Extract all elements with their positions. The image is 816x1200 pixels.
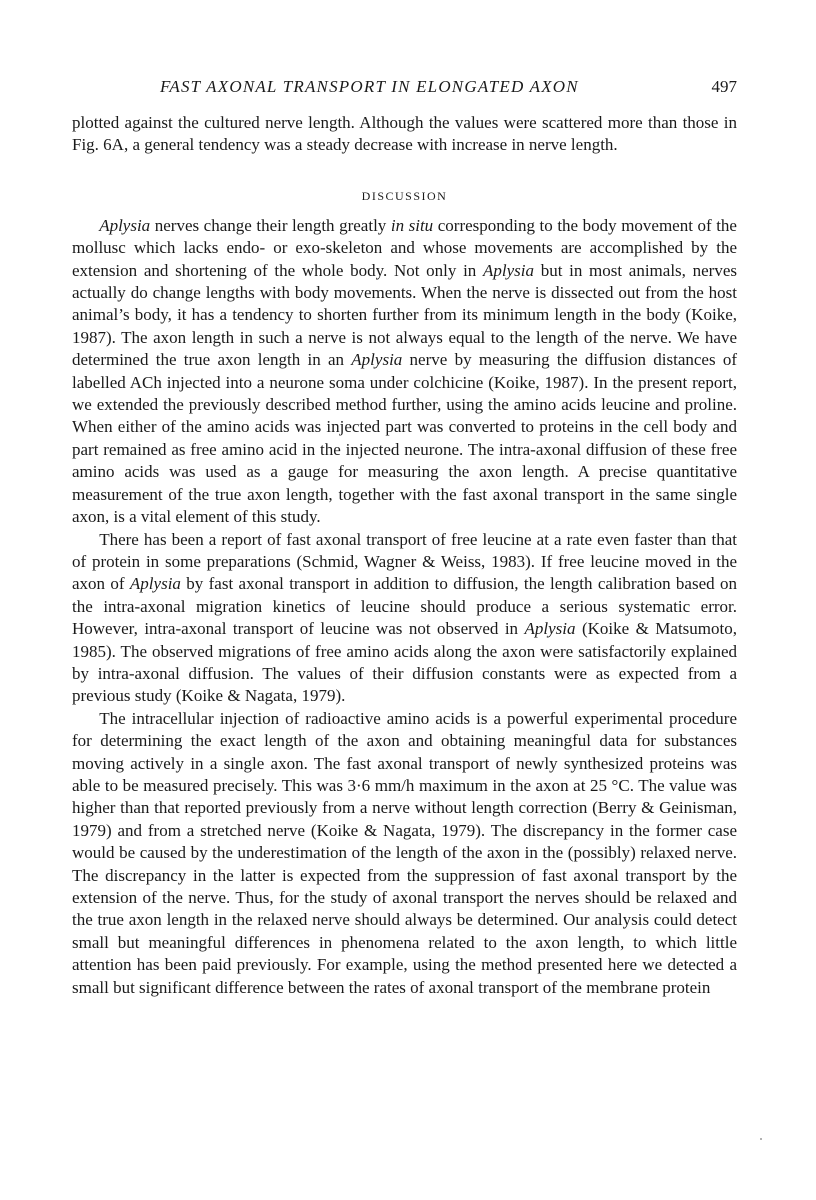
journal-page bbox=[72, 76, 737, 999]
text-span: There has been a report of fast axonal transport of free leucine at a rate even faster than that of protein in some preparations (Schmid, Wagner & Weiss, 1983). If free leucine moved in the axon of bbox=[72, 529, 737, 594]
text-span: by fast axonal transport in addition to diffusion, the length calibration based on the intra-axonal migration kinetics of leucine should produce a serious systematic error. However, intra-axonal transport of leucine was not observed in bbox=[72, 574, 737, 639]
text-span: nerve by measuring the diffusion distances of labelled ACh injected into a neurone soma under colchicine (Koike, 1987). In the present report, we extended the previously described method further, using the amino acids leucine and proline. When either of the amino acids was injected part was converted to proteins in the cell body and part remained as free amino acid in the injected neurone. The intra-axonal diffusion of these free amino acids was used as a gauge for measuring the axon length. A precise quantitative measurement of the true axon length, together with the fast axonal transport in the same single axon, is a vital element of this study. bbox=[72, 350, 737, 527]
text-span: but in most animals, nerves actually do change lengths with body movements. When the nerve is dissected out from the host animal’s body, it has a tendency to shorten further from its minimum length in the body (Koike, 1987). The axon length in such a nerve is not always equal to the length of the nerve. We have determined the true axon length in an bbox=[72, 260, 737, 370]
genus-name: Aplysia bbox=[129, 574, 181, 594]
text-span: corresponding to the body movement of the mollusc which lacks endo- or exo-skeleton and whose movements are accomplished by the extension and shortening of the whole body. Not only in bbox=[72, 215, 737, 280]
discussion-paragraph-1 bbox=[72, 215, 737, 529]
page-header bbox=[72, 76, 737, 102]
text-span: nerves change their length greatly bbox=[150, 215, 391, 235]
genus-name: Aplysia bbox=[483, 260, 534, 280]
running-title: FAST AXONAL TRANSPORT IN ELONGATED AXON bbox=[160, 77, 579, 96]
genus-name: Aplysia bbox=[351, 350, 403, 370]
text-span: (Koike & Matsumoto, 1985). The observed migrations of free amino acids along the axon were satisfactorily explained by intra-axonal diffusion. The values of their diffusion constants were as expected from a previous study (Koike & Nagata, 1979). bbox=[72, 619, 737, 706]
genus-name: Aplysia bbox=[99, 215, 151, 235]
discussion-paragraph-3: The intracellular injection of radioactive amino acids is a powerful experimental procedure for determining the exact length of the axon and obtaining meaningful data for substances moving actively in a single axon. The fast axonal transport of newly synthesized proteins was able to be measured precisely. This was 3·6 mm/h maximum in the axon at 25 °C. The value was higher than that reported previously from a nerve without length correction (Berry & Geinisman, 1979) and from a stretched nerve (Koike & Nagata, 1979). The discrepancy in the former case would be caused by the underestimation of the length of the axon in the (possibly) relaxed nerve. The discrepancy in the latter is expected from the suppression of fast axonal transport by the extension of the nerve. Thus, for the study of axonal transport the nerves should be relaxed and the true axon length in the relaxed nerve should always be determined. Our analysis could detect small but meaningful differences in phenomena related to the axon length, to which little attention has been paid previously. For example, using the method presented here we detected a small but significant difference between the rates of axonal transport of the membrane protein bbox=[72, 708, 737, 997]
section-heading: DISCUSSION bbox=[361, 188, 448, 203]
discussion-paragraph-2 bbox=[72, 529, 737, 708]
page-number: 497 bbox=[711, 77, 737, 96]
opening-paragraph: plotted against the cultured nerve length. Although the values were scattered more than those in Fig. 6A, a general tendency was a steady decrease with increase in nerve length. bbox=[72, 113, 737, 155]
latin-term: in situ bbox=[390, 215, 434, 235]
margin-mark bbox=[760, 1138, 762, 1140]
genus-name: Aplysia bbox=[524, 619, 576, 639]
